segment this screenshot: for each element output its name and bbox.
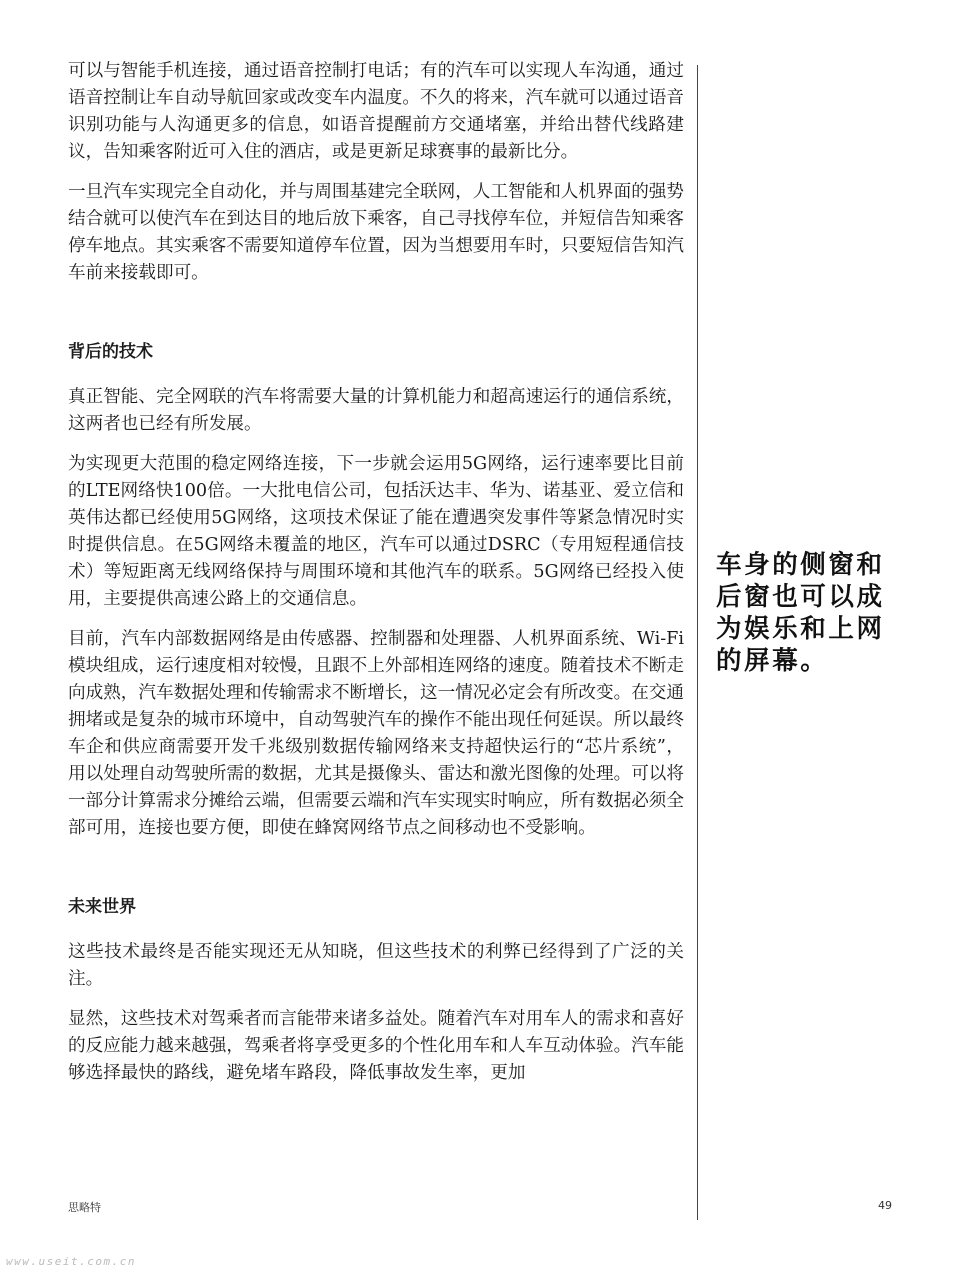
publication-name: 思略特	[68, 1201, 101, 1214]
column-divider	[697, 65, 698, 1220]
watermark-text: www.useit.com.cn	[6, 1255, 136, 1268]
pull-quote: 车身的侧窗和后窗也可以成为娱乐和上网的屏幕。	[716, 550, 885, 676]
section-heading-future: 未来世界	[68, 897, 136, 917]
paragraph-4: 为实现更大范围的稳定网络连接，下一步就会运用5G网络，运行速率要比目前的LTE网络快100倍。一大批电信公司，包括沃达丰、华为、诺基亚、爱立信和英伟达都已经使用5G网络，这项技术保证了能在遭遇突发事件等紧急情况时实时提供信息。在5G网络未覆盖的地区，汽车可以通过DSRC（专用短程通信技术）等短距离无线网络保持与周围环境和其他汽车的联系。5G网络已经投入使用，主要提供高速公路上的交通信息。	[68, 454, 684, 609]
section-heading-technology: 背后的技术	[68, 342, 153, 362]
paragraph-2: 一旦汽车实现完全自动化，并与周围基建完全联网，人工智能和人机界面的强势结合就可以使汽车在到达目的地后放下乘客，自己寻找停车位，并短信告知乘客停车地点。其实乘客不需要知道停车位置，因为当想要用车时，只要短信告知汽车前来接载即可。	[68, 182, 684, 283]
paragraph-6: 这些技术最终是否能实现还无从知晓，但这些技术的利弊已经得到了广泛的关注。	[68, 942, 684, 989]
paragraph-1: 可以与智能手机连接，通过语音控制打电话；有的汽车可以实现人车沟通，通过语音控制让车自动导航回家或改变车内温度。不久的将来，汽车就可以通过语音识别功能与人沟通更多的信息，如语音提醒前方交通堵塞，并给出替代线路建议，告知乘客附近可入住的酒店，或是更新足球赛事的最新比分。	[68, 61, 684, 162]
paragraph-7: 显然，这些技术对驾乘者而言能带来诸多益处。随着汽车对用车人的需求和喜好的反应能力越来越强，驾乘者将享受更多的个性化用车和人车互动体验。汽车能够选择最快的路线，避免堵车路段，降低事故发生率，更加	[68, 1009, 684, 1083]
paragraph-3: 真正智能、完全网联的汽车将需要大量的计算机能力和超高速运行的通信系统，这两者也已经有所发展。	[68, 387, 684, 434]
page-number: 49	[878, 1199, 892, 1212]
article-body	[68, 58, 684, 1087]
paragraph-5: 目前，汽车内部数据网络是由传感器、控制器和处理器、人机界面系统、Wi-Fi模块组成，运行速度相对较慢，且跟不上外部相连网络的速度。随着技术不断走向成熟，汽车数据处理和传输需求不断增长，这一情况必定会有所改变。在交通拥堵或是复杂的城市环境中，自动驾驶汽车的操作不能出现任何延误。所以最终车企和供应商需要开发千兆级别数据传输网络来支持超快运行的“芯片系统”，用以处理自动驾驶所需的数据，尤其是摄像头、雷达和激光图像的处理。可以将一部分计算需求分摊给云端，但需要云端和汽车实现实时响应，所有数据必须全部可用，连接也要方便，即使在蜂窝网络节点之间移动也不受影响。	[68, 629, 684, 838]
